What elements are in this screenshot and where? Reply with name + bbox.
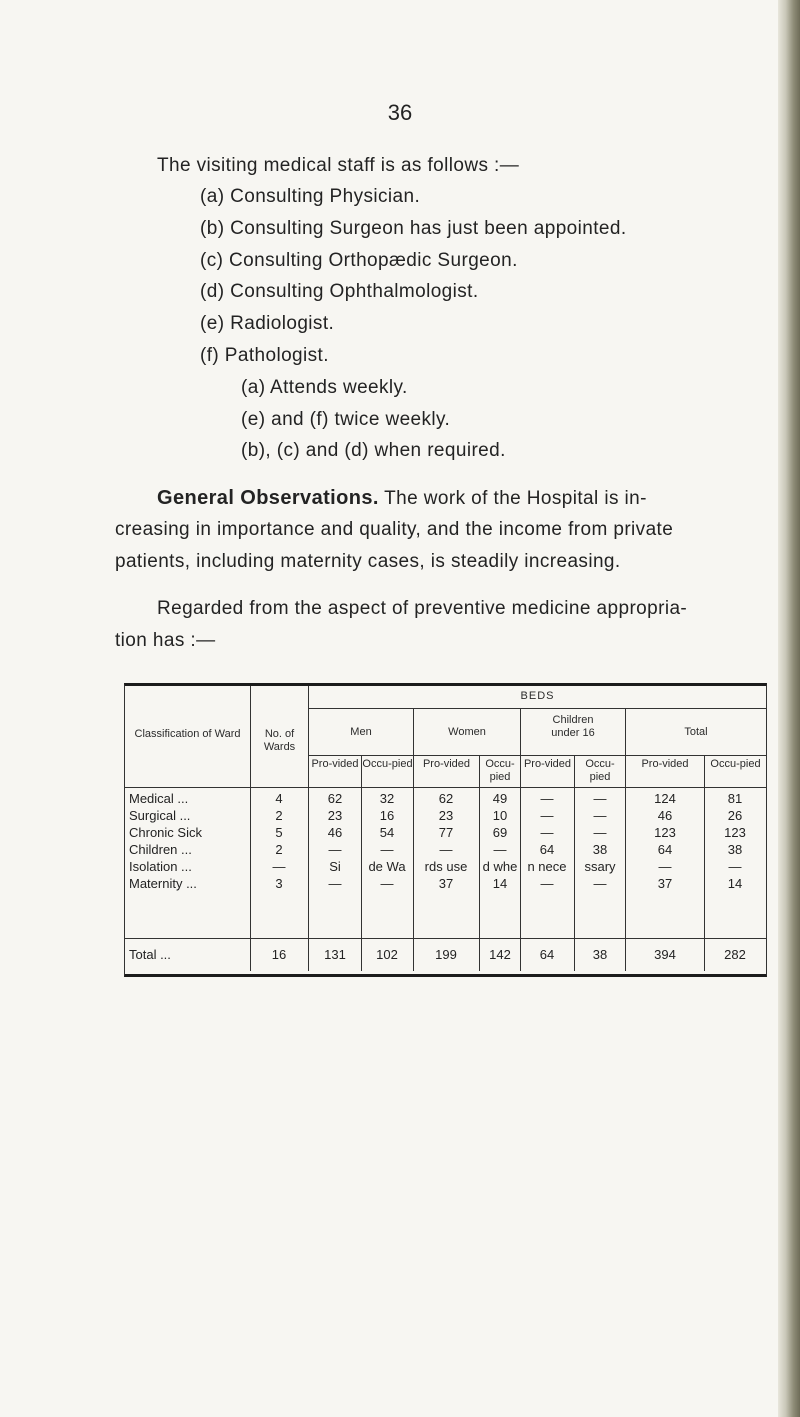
table-cell: 124: [654, 791, 676, 806]
staff-item: (d) Consulting Ophthalmologist.: [200, 281, 479, 302]
header-women: Women: [448, 726, 486, 738]
general-text: creasing in importance and quality, and the income from private: [115, 519, 674, 540]
table-cell: —: [380, 842, 394, 857]
staff-item: (f) Pathologist.: [200, 345, 329, 366]
table-cell: 26: [727, 808, 743, 823]
table-cell: 46: [327, 825, 343, 840]
table-cell: 81: [727, 791, 743, 806]
table-cell: 32: [379, 791, 395, 806]
row-label: Children ...: [129, 842, 192, 857]
general-observations-line: [157, 487, 647, 510]
header-children-provided: Pro-vided: [523, 758, 572, 770]
total-cell: 282: [724, 947, 746, 962]
header-children: Children under 16: [551, 714, 595, 739]
row-label: Surgical ...: [129, 808, 191, 823]
total-cell: 199: [435, 947, 457, 962]
table-cell: —: [493, 842, 507, 857]
table-cell: Si: [329, 859, 341, 874]
table-cell: 38: [592, 842, 608, 857]
row-label: Isolation ...: [129, 859, 192, 874]
table-cell: de Wa: [368, 859, 406, 874]
table-cell: 54: [379, 825, 395, 840]
table-cell: —: [540, 825, 554, 840]
table-cell: 46: [657, 808, 673, 823]
beds-table: [124, 683, 767, 977]
attendance-item: (a) Attends weekly.: [241, 377, 408, 398]
table-cell: 69: [492, 825, 508, 840]
table-cell: —: [540, 808, 554, 823]
table-cell: 123: [654, 825, 676, 840]
staff-item: (b) Consulting Surgeon has just been appointed.: [200, 218, 627, 239]
page-edge-shadow: [778, 0, 800, 1417]
table-cell: —: [540, 876, 554, 891]
table-cell: —: [540, 791, 554, 806]
header-women-occupied: Occu-pied: [485, 758, 515, 783]
table-cell: d whe: [482, 859, 518, 874]
header-total-occupied: Occu-pied: [710, 758, 761, 770]
header-wards: No. of Wards: [263, 728, 296, 753]
table-cell: 37: [438, 876, 454, 891]
table-cell: 23: [327, 808, 343, 823]
total-cell: 16: [271, 947, 287, 962]
regarded-text: tion has :—: [115, 630, 216, 651]
table-cell: —: [593, 808, 607, 823]
page-number: 36: [387, 100, 413, 125]
total-cell: 64: [539, 947, 555, 962]
general-observations-heading: General Observations.: [157, 487, 379, 509]
header-children-occupied: Occu-pied: [585, 758, 615, 783]
table-cell: 77: [438, 825, 454, 840]
row-label: Medical ...: [129, 791, 189, 806]
header-total: Total: [684, 726, 708, 738]
table-cell: n nece: [527, 859, 567, 874]
table-cell: 64: [539, 842, 555, 857]
table-cell: ssary: [584, 859, 616, 874]
header-men: Men: [350, 726, 372, 738]
staff-item: (c) Consulting Orthopædic Surgeon.: [200, 250, 518, 271]
total-cell: 142: [489, 947, 511, 962]
table-cell: 37: [657, 876, 673, 891]
header-men-provided: Pro-vided: [311, 758, 359, 770]
table-cell: —: [593, 876, 607, 891]
table-cell: —: [328, 876, 342, 891]
table-cell: 4: [275, 791, 283, 806]
total-cell: 38: [592, 947, 608, 962]
table-cell: rds use: [424, 859, 468, 874]
staff-intro: The visiting medical staff is as follows :—: [157, 155, 520, 176]
table-cell: —: [728, 859, 742, 874]
table-cell: 16: [379, 808, 395, 823]
table-cell: 64: [657, 842, 673, 857]
table-cell: 10: [492, 808, 508, 823]
table-cell: 2: [275, 808, 283, 823]
row-label: Maternity ...: [129, 876, 197, 891]
table-cell: 14: [492, 876, 508, 891]
regarded-text: Regarded from the aspect of preventive medicine appropria-: [157, 598, 688, 619]
table-cell: —: [593, 825, 607, 840]
table-cell: 49: [492, 791, 508, 806]
total-cell: 394: [654, 947, 676, 962]
total-cell: 102: [376, 947, 398, 962]
total-cell: 131: [324, 947, 346, 962]
staff-item: (e) Radiologist.: [200, 313, 335, 334]
table-cell: 2: [275, 842, 283, 857]
table-cell: 62: [438, 791, 454, 806]
table-cell: 14: [727, 876, 743, 891]
table-cell: 5: [275, 825, 283, 840]
table-cell: —: [380, 876, 394, 891]
row-label: Total ...: [129, 947, 171, 962]
header-classification: Classification of Ward: [134, 728, 241, 740]
table-cell: —: [593, 791, 607, 806]
table-cell: —: [272, 859, 286, 874]
header-total-provided: Pro-vided: [641, 758, 689, 770]
table-cell: —: [328, 842, 342, 857]
table-cell: 123: [724, 825, 746, 840]
header-beds: BEDS: [520, 690, 555, 702]
table-cell: 62: [327, 791, 343, 806]
table-cell: —: [658, 859, 672, 874]
general-text: The work of the Hospital is in-: [384, 488, 647, 509]
table-cell: —: [439, 842, 453, 857]
general-text: patients, including maternity cases, is steadily increasing.: [115, 551, 621, 572]
row-label: Chronic Sick: [129, 825, 202, 840]
header-women-provided: Pro-vided: [422, 758, 471, 770]
attendance-item: (e) and (f) twice weekly.: [241, 409, 451, 430]
staff-item: (a) Consulting Physician.: [200, 186, 421, 207]
table-cell: 23: [438, 808, 454, 823]
header-men-occupied: Occu-pied: [362, 758, 413, 770]
table-cell: 38: [727, 842, 743, 857]
table-cell: 3: [275, 876, 283, 891]
attendance-item: (b), (c) and (d) when required.: [241, 440, 506, 461]
